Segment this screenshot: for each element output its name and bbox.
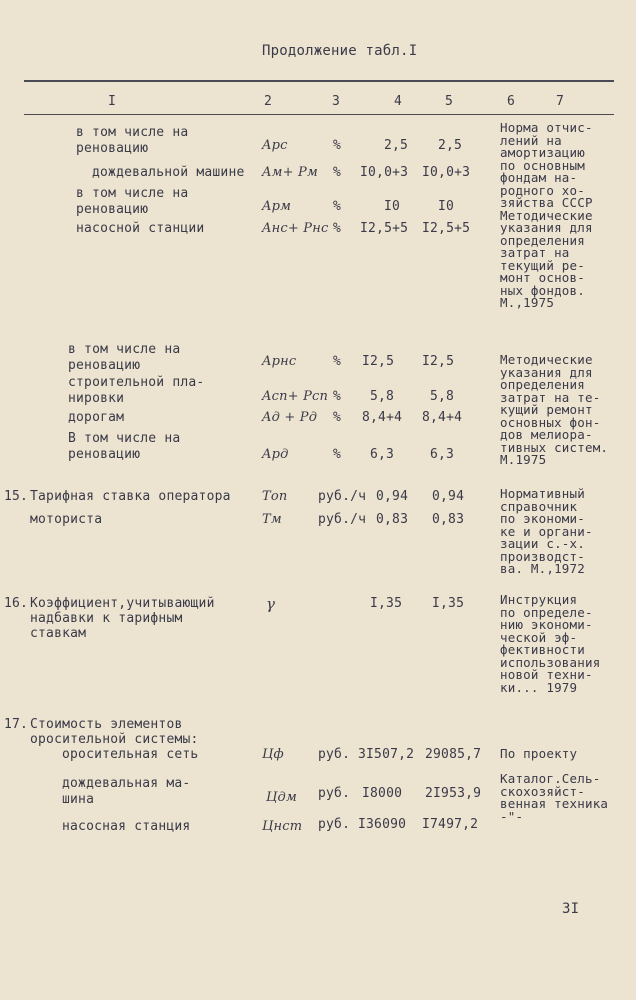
row-value-col4: I,35 [370,596,403,611]
note-line: зяйства СССР [500,195,593,210]
row-label-continued: нировки [68,391,125,406]
note-line: тивных систем. [500,439,609,455]
row-label-continued: оросительной системы: [30,732,199,747]
note-line: использования [500,654,601,670]
row-symbol: Цнст [262,819,303,834]
row-value-col5: 2I953,9 [425,786,482,801]
note-line: по определе- [500,604,593,620]
note-line: Норма отчис- [500,120,593,135]
row-value-col5: 0,94 [432,489,465,504]
row-label: насосная станция [62,819,191,834]
note-line: новой техни- [500,667,593,682]
note-depreciation [500,122,593,310]
note-line: Методические [500,352,593,367]
note-line: М.,1975 [500,295,555,310]
row-symbol: Цдм [266,790,297,805]
column-header-4: 4 [394,94,403,109]
row-value-col5: 2,5 [438,138,463,153]
row-label: дорогам [68,410,125,425]
note-line: монт основ- [500,270,585,285]
row-value-col4: 0,94 [376,489,409,504]
column-header-7: 7 [556,94,565,109]
row-value-col4: 3I507,2 [358,747,415,762]
note-line: справочник [500,498,578,514]
row-value-col5: 0,83 [432,512,465,527]
row-label-continued: шина [62,792,95,807]
row-unit: % [333,354,342,369]
row-unit: % [333,389,342,404]
row-value-col5: I2,5+5 [422,221,471,236]
row-unit: % [333,447,342,462]
row-symbol: Tоп [262,489,288,504]
row-unit: % [333,138,342,153]
note-line: текущий ре- [500,257,585,273]
row-label: оросительная сеть [62,747,199,762]
note-line: ки... 1979 [500,679,578,695]
row-number: 16. [4,596,29,611]
row-unit: руб. [318,786,351,801]
note-line: затрат на те- [500,389,601,405]
row-value-col4: I2,5+5 [360,221,409,236]
row-value-col5: 29085,7 [425,747,482,762]
note-line: производст- [500,548,585,564]
row-label: в том числе на [76,186,189,201]
note-line: кущий ремонт [500,402,593,417]
row-number: 17. [4,717,29,732]
row-label: моториста [30,512,103,527]
note-line: родного хо- [500,182,585,198]
note-line: зации с.-х. [500,536,585,551]
row-unit: % [333,165,342,180]
note-line: М.1975 [500,452,547,467]
row-label-continued: реновацию [68,358,141,373]
row-unit: руб./ч [318,512,367,527]
row-symbol: Aрм [262,199,292,214]
row-label-continued: реновацию [76,202,149,217]
row-symbol: Aнс+ Pнс [262,221,329,236]
note-line: определения [500,377,585,392]
row-value-col4: 5,8 [370,389,395,404]
note-line: фективности [500,642,585,657]
header-bottom-rule [24,114,614,115]
row-label: дождевальная ма- [62,776,191,791]
note-line: Каталог.Сель- [500,771,601,786]
row-label: насосной станции [76,221,205,236]
note-line: ке и органи- [500,523,593,539]
row-value-col4: I36090 [358,817,407,832]
row-symbol: Aсп+ Pсп [262,389,329,404]
row-label-continued: реновацию [76,141,149,156]
row-symbol: Aд + Pд [262,410,318,425]
row-label-continued: реновацию [68,447,141,462]
row-value-col5: 6,3 [430,447,455,462]
header-top-rule [24,80,614,82]
row-value-col4: 0,83 [376,512,409,527]
note-catalog [500,773,608,823]
note-line: указания для [500,364,593,380]
note-normative-reference [500,488,593,576]
note-line: венная техника [500,796,609,811]
row-unit: руб. [318,817,351,832]
row-symbol: Aм+ Pм [262,165,318,180]
row-label-continued: надбавки к тарифным [30,611,183,626]
page-number: 3I [562,901,580,917]
row-label: дождевальной машине [92,165,245,180]
note-line: нию экономи- [500,617,593,632]
row-symbol: Aрс [262,138,288,153]
column-header-1: I [108,94,117,109]
row-value-col4: 2,5 [384,138,409,153]
row-symbol: γ [266,595,276,613]
row-label: в том числе на [68,342,181,357]
row-label: Тарифная ставка оператора [30,489,231,504]
row-value-col5: 5,8 [430,389,455,404]
note-line: -"- [500,808,524,824]
note-line: ных фондов. [500,282,585,298]
note-line: лений на [500,132,562,148]
row-label: в том числе на [76,125,189,140]
row-label-continued: ставкам [30,626,87,641]
note-line: По проекту [500,746,578,761]
row-value-col5: I0 [438,199,455,214]
row-label: Коэффициент,учитывающий [30,596,215,611]
note-line: основных фон- [500,414,601,430]
note-line: Нормативный [500,486,585,501]
row-value-col4: I0,0+3 [360,165,409,180]
row-symbol: Tм [262,512,282,527]
row-number: 15. [4,489,29,504]
note-repair-methodology [500,354,608,467]
row-value-col5: I7497,2 [422,817,479,832]
row-value-col4: I0 [384,199,401,214]
note-efficiency-instruction [500,594,600,694]
note-line: Инструкция [500,592,578,607]
row-label: В том числе на [68,431,181,446]
note-line: ческой эф- [500,629,578,645]
row-value-col4: 6,3 [370,447,395,462]
row-value-col5: I2,5 [422,354,455,369]
note-line: амортизацию [500,145,585,160]
column-header-2: 2 [264,94,273,109]
row-symbol: Aрнс [262,354,297,369]
row-value-col5: I0,0+3 [422,165,471,180]
row-value-col4: 8,4+4 [362,410,403,425]
row-unit: % [333,221,342,236]
table-continuation-title: Продолжение табл.I [262,43,418,59]
note-line: скохозяйст- [500,783,585,799]
column-header-6: 6 [507,94,516,109]
row-value-col4: I2,5 [362,354,395,369]
note-line: фондам на- [500,170,578,185]
column-header-5: 5 [445,94,454,109]
column-header-3: 3 [332,94,341,109]
note-by-project [500,748,577,761]
row-symbol: Цф [262,747,284,762]
note-line: затрат на [500,245,570,260]
row-unit: руб. [318,747,351,762]
row-label: строительной пла- [68,375,205,390]
row-value-col4: I8000 [362,786,403,801]
note-line: ва. М.,1972 [500,561,585,576]
row-symbol: Aрд [262,447,289,462]
row-unit: % [333,410,342,425]
note-line: по экономи- [500,511,585,526]
note-line: указания для [500,220,593,235]
note-line: дов мелиора- [500,427,593,442]
row-value-col5: 8,4+4 [422,410,463,425]
row-label: Стоимость элементов [30,717,183,732]
row-unit: руб./ч [318,489,367,504]
row-value-col5: I,35 [432,596,465,611]
note-line: Методические [500,207,593,223]
note-line: определения [500,232,585,248]
row-unit: % [333,199,342,214]
note-line: по основным [500,157,585,173]
